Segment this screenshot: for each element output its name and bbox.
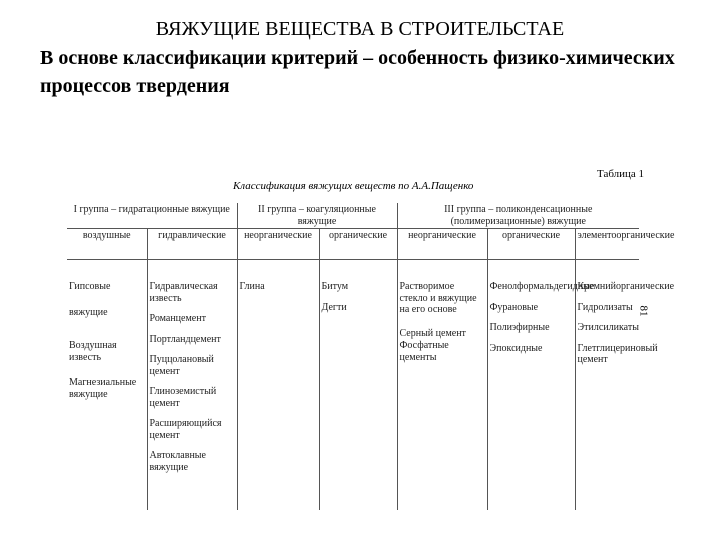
group-header-1: I группа – гидратационные вяжущие — [67, 203, 237, 229]
table-cell: Магнезиальные вяжущие — [69, 377, 137, 400]
table-cell: Кремнийорганические — [577, 281, 675, 292]
table-cell: Этилсиликаты — [577, 322, 639, 333]
column-header: воздушные — [67, 229, 147, 260]
table-cell: вяжущие — [69, 306, 108, 318]
table-cell: Глиноземистый цемент — [149, 386, 217, 409]
table-cell: Воздушная известь — [69, 340, 117, 363]
table-cell: Гидравлическая известь — [149, 281, 218, 304]
slide-subtitle: В основе классификации критерий – особенность физико-химических процессов твердения — [40, 47, 675, 97]
group-header-2: II группа – коагуляционные вяжущие — [237, 203, 397, 229]
column-header: гидравлические — [147, 229, 237, 260]
cell-coag-inorganic — [237, 260, 319, 511]
group-header-3: III группа – поликонденсационные (полимеризационные) вяжущие — [397, 203, 639, 229]
table-cell: Гидролизаты — [577, 301, 633, 313]
column-header: неорганические — [237, 229, 319, 260]
column-header: органические — [487, 229, 575, 260]
slide-title: ВЯЖУЩИЕ ВЕЩЕСТВА В СТРОИТЕЛЬСТАЕ — [155, 18, 565, 40]
table-cell: Глина — [239, 281, 265, 292]
table-cell: Пуццолановый цемент — [149, 354, 214, 377]
table-caption: Классификация вяжущих веществ по А.А.Пащенко — [233, 180, 474, 192]
page-number: 81 — [637, 305, 650, 317]
table-cell: Серный цемент — [399, 327, 466, 339]
cell-poly-inorganic — [397, 260, 487, 511]
table-cell: Фенолформальдегидные — [489, 281, 595, 292]
table-cell: Автоклавные вяжущие — [149, 450, 206, 473]
table-cell: Глетглицериновый цемент — [577, 342, 658, 365]
cell-coag-organic — [319, 260, 397, 511]
table-cell: Романцемент — [149, 313, 206, 324]
column-header: органические — [319, 229, 397, 260]
column-header: неорганические — [397, 229, 487, 260]
table-cell: Дегти — [321, 301, 347, 313]
table-cell: Битум — [321, 281, 349, 292]
cell-poly-organic — [487, 260, 595, 511]
cell-air — [67, 260, 147, 511]
table-cell: Гипсовые — [69, 281, 111, 292]
column-header: элементоорганические — [575, 229, 639, 260]
table-cell: Фосфатные цементы — [399, 340, 449, 363]
table-cell: Полиэфирные — [489, 322, 550, 333]
table-cell: Портландцемент — [149, 333, 221, 345]
cell-hydraulic — [147, 260, 237, 511]
table-cell: Фурановые — [489, 301, 539, 313]
table-cell: Растворимое стекло и вяжущие на его основе — [399, 281, 477, 315]
table-cell: Эпоксидные — [489, 342, 543, 354]
table-cell: Расширяющийся цемент — [149, 418, 222, 441]
table-label: Таблица 1 — [597, 168, 645, 180]
